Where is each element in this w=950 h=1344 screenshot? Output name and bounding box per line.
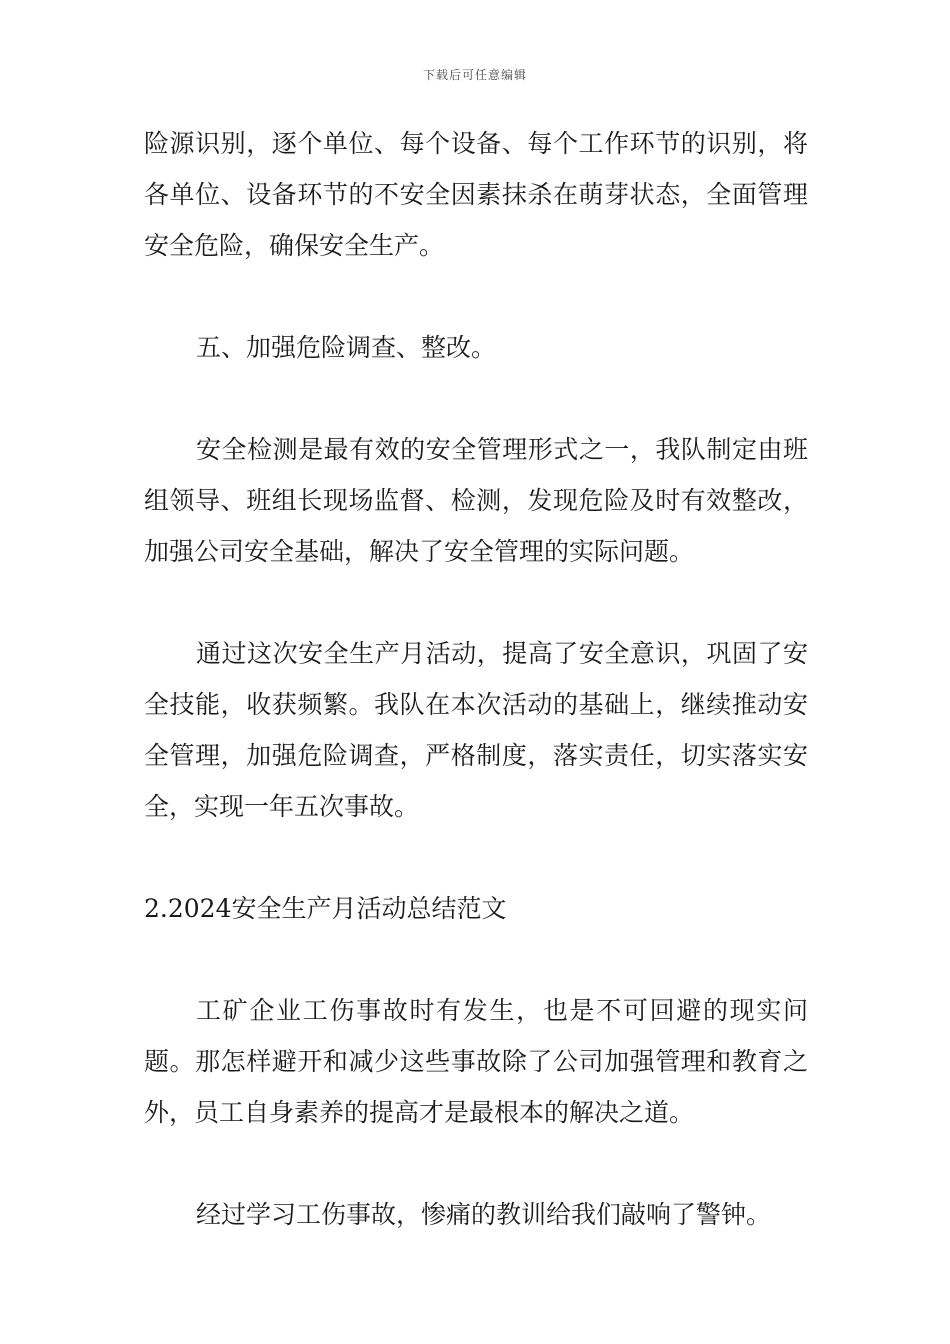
paragraph-safety-inspection: 安全检测是最有效的安全管理形式之一，我队制定由班组领导、班组长现场监督、检测，发现危险及时有效整改，加强公司安全基础，解决了安全管理的实际问题。 <box>144 435 808 566</box>
paragraph-hazard-identification: 险源识别，逐个单位、每个设备、每个工作环节的识别，将各单位、设备环节的不安全因素抹杀在萌芽状态，全面管理安全危险，确保安全生产。 <box>144 129 808 260</box>
section-heading-five: 五、加强危险调查、整改。 <box>196 333 497 362</box>
page-header: 下载后可任意编辑 <box>422 68 527 82</box>
article-title: 2.2024安全生产月活动总结范文 <box>144 894 507 923</box>
paragraph-work-injury: 工矿企业工伤事故时有发生，也是不可回避的现实问题。那怎样避开和减少这些事故除了公司加强管理和教育之外，员工自身素养的提高才是最根本的解决之道。 <box>144 996 808 1127</box>
paragraph-activity-results: 通过这次安全生产月活动，提高了安全意识，巩固了安全技能，收获频繁。我队在本次活动的基础上，继续推动安全管理，加强危险调查，严格制度，落实责任，切实落实安全，实现一年五次事故。 <box>144 639 808 821</box>
document-body <box>144 118 808 1291</box>
paragraph-lessons: 经过学习工伤事故，惨痛的教训给我们敲响了警钟。 <box>196 1200 772 1229</box>
